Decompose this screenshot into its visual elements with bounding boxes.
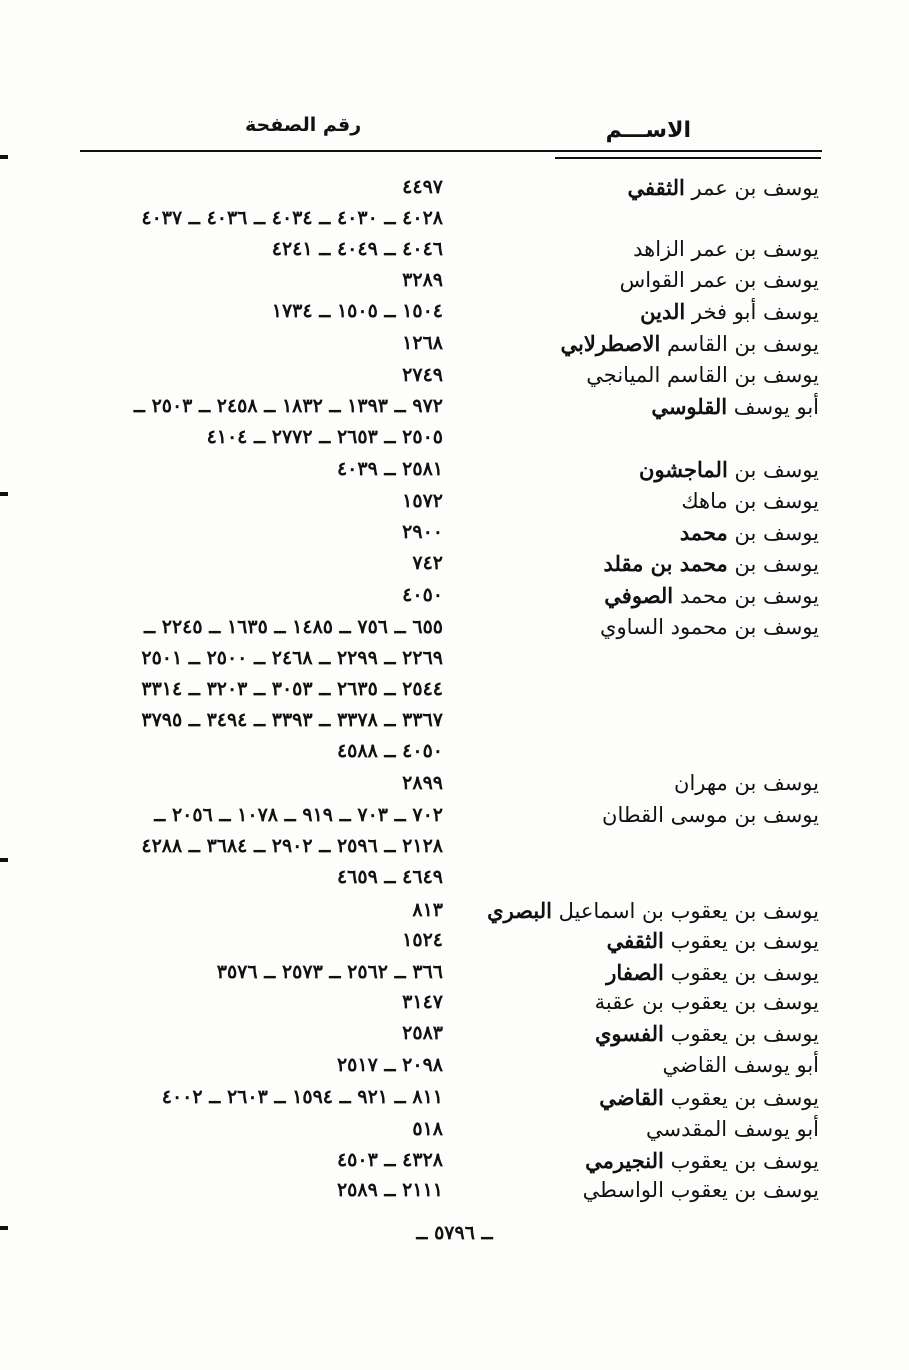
entry-name-text: يوسف بن القاسم — [660, 332, 819, 356]
entry-name-emphasis: الاصطرلابي — [560, 331, 661, 356]
entry-page-numbers: ٢٠٩٨ ــ ٢٥١٧ — [336, 1054, 443, 1076]
entry-name — [459, 612, 819, 643]
entry-name — [459, 768, 819, 799]
entry-page-numbers: ٤٣٢٨ ــ ٤٥٠٣ — [336, 1149, 443, 1171]
entry-name — [459, 296, 819, 327]
entry-page-numbers: ٤٠٤٦ ــ ٤٠٤٩ ــ ٤٢٤١ — [271, 238, 443, 260]
entry-name-text: يوسف بن يعقوب بن عقبة — [594, 990, 819, 1014]
edge-mark — [0, 1226, 8, 1230]
entry-name — [459, 800, 819, 831]
entry-name — [459, 895, 819, 926]
entry-page-numbers: ٤٠٢٨ ــ ٤٠٣٠ ــ ٤٠٣٤ ــ ٤٠٣٦ ــ ٤٠٣٧ — [141, 207, 443, 229]
entry-name — [459, 517, 819, 548]
entry-name-text: يوسف بن يعقوب — [663, 1149, 819, 1173]
entry-name-emphasis: الصفار — [606, 960, 664, 985]
entry-page-numbers: ١٥٠٤ ــ ١٥٠٥ ــ ١٧٣٤ — [271, 300, 443, 322]
page-number: ــ ٥٧٩٦ ــ — [416, 1222, 493, 1244]
entry-page-numbers: ٤٦٤٩ ــ ٤٦٥٩ — [336, 866, 443, 888]
header-rule-accent — [555, 157, 821, 159]
entry-name — [459, 1082, 819, 1113]
entry-name-text: يوسف أبو فخر — [685, 300, 819, 324]
entry-page-numbers: ٦٥٥ ــ ٧٥٦ ــ ١٤٨٥ ــ ١٦٣٥ ــ ٢٢٤٥ ــ — [144, 616, 443, 638]
entry-page-numbers: ٩٧٢ ــ ١٣٩٣ ــ ١٨٣٢ ــ ٢٤٥٨ ــ ٢٥٠٣ ــ — [133, 395, 443, 417]
entry-name-text: يوسف بن يعقوب — [663, 1022, 819, 1046]
entry-name-text: يوسف بن — [727, 521, 819, 545]
entry-page-numbers: ٢٥٤٤ ــ ٢٦٣٥ ــ ٣٠٥٣ ــ ٣٢٠٣ ــ ٣٣١٤ — [141, 678, 443, 700]
entry-name — [459, 925, 819, 956]
entry-page-numbers: ١٥٧٢ — [402, 490, 443, 512]
entry-name-text: أبو يوسف القاضي — [662, 1053, 819, 1077]
entry-page-numbers: ٢٩٠٠ — [402, 521, 443, 543]
entry-name-emphasis: محمد — [679, 520, 728, 545]
entry-name-text: يوسف بن القاسم الميانجي — [586, 363, 819, 387]
entry-name-text: يوسف بن يعقوب — [663, 961, 819, 985]
edge-mark — [0, 492, 8, 496]
entry-page-numbers: ٤٠٥٠ ــ ٤٥٨٨ — [336, 740, 443, 762]
entry-name — [459, 1050, 819, 1081]
entry-page-numbers: ٤٤٩٧ — [402, 176, 443, 198]
edge-mark — [0, 858, 8, 862]
entry-name-emphasis: القلوسي — [651, 394, 728, 419]
entry-name — [459, 957, 819, 988]
entry-page-numbers: ١٢٦٨ — [402, 332, 443, 354]
entry-page-numbers: ٢٨٩٩ — [402, 772, 443, 794]
entry-page-numbers: ٢٢٦٩ ــ ٢٢٩٩ ــ ٢٤٦٨ ــ ٢٥٠٠ ــ ٢٥٠١ — [141, 647, 443, 669]
entry-name — [459, 265, 819, 296]
entry-name-text: يوسف بن ماهك — [681, 489, 819, 513]
entry-name-emphasis: الصوفي — [604, 583, 674, 608]
edge-mark — [0, 155, 8, 159]
entry-name-emphasis: محمد بن مقلد — [603, 551, 728, 576]
entry-name-text: يوسف بن يعقوب الواسطي — [582, 1178, 819, 1202]
entry-name — [459, 1145, 819, 1176]
entry-name — [459, 1114, 819, 1145]
entry-name-text: يوسف بن عمر الزاهد — [633, 237, 819, 261]
entry-name — [459, 391, 819, 422]
entry-page-numbers: ٣٦٦ ــ ٢٥٦٢ ــ ٢٥٧٣ ــ ٣٥٧٦ — [216, 961, 443, 983]
entry-page-numbers: ٢٥٨٣ — [402, 1022, 443, 1044]
entry-page-numbers: ٨١١ ــ ٩٢١ ــ ١٥٩٤ ــ ٢٦٠٣ ــ ٤٠٠٢ — [161, 1086, 443, 1108]
entry-name-text: يوسف بن محمد — [673, 584, 819, 608]
entry-name-text: يوسف بن محمود الساوي — [600, 615, 819, 639]
entry-name-text: يوسف بن يعقوب — [663, 929, 819, 953]
entry-page-numbers: ٤٠٥٠ — [402, 584, 443, 606]
entry-page-numbers: ٢٥٨١ ــ ٤٠٣٩ — [336, 458, 443, 480]
entry-name-text: يوسف بن عمر القواس — [619, 268, 819, 292]
entry-name-emphasis: الفسوي — [595, 1021, 664, 1046]
entry-page-numbers: ١٥٢٤ — [402, 929, 443, 951]
entry-name-text: يوسف بن موسى القطان — [602, 803, 819, 827]
column-header-name: الاســـم — [605, 118, 691, 143]
entry-name-emphasis: الماجشون — [639, 457, 728, 482]
entry-name — [459, 987, 819, 1018]
entry-name — [459, 328, 819, 359]
entry-name — [459, 1018, 819, 1049]
entry-name-emphasis: الثقفي — [606, 928, 664, 953]
entry-page-numbers: ٢١٢٨ ــ ٢٥٩٦ ــ ٢٩٠٢ ــ ٣٦٨٤ ــ ٤٢٨٨ — [141, 835, 443, 857]
entry-name-emphasis: الثقفي — [627, 175, 685, 200]
entry-page-numbers: ٣١٤٧ — [402, 991, 443, 1013]
entry-page-numbers: ٣٢٨٩ — [402, 269, 443, 291]
entry-page-numbers: ٧٤٢ — [412, 552, 443, 574]
entry-name-text: يوسف بن — [727, 458, 819, 482]
entry-name — [459, 1175, 819, 1206]
entry-page-numbers: ٨١٣ — [412, 899, 443, 921]
entry-name-text: يوسف بن يعقوب — [663, 1086, 819, 1110]
entry-page-numbers: ٢٧٤٩ — [402, 364, 443, 386]
entry-name-text: يوسف بن — [727, 552, 819, 576]
entry-name-text: يوسف بن عمر — [684, 176, 819, 200]
header-rule — [80, 150, 822, 152]
entry-name-emphasis: البصري — [487, 898, 552, 923]
entry-page-numbers: ٥١٨ — [412, 1118, 443, 1140]
entry-name — [459, 234, 819, 265]
entry-name — [459, 360, 819, 391]
entry-name-emphasis: القاضي — [599, 1085, 664, 1110]
entry-name-text: أبو يوسف المقدسي — [645, 1117, 819, 1141]
entry-name — [459, 548, 819, 579]
entry-name-emphasis: النجيرمي — [585, 1148, 664, 1173]
entry-name-emphasis: الدين — [640, 299, 686, 324]
entry-name — [459, 580, 819, 611]
entry-page-numbers: ٣٣٦٧ ــ ٣٣٧٨ ــ ٣٣٩٣ ــ ٣٤٩٤ ــ ٣٧٩٥ — [141, 709, 443, 731]
entry-name — [459, 454, 819, 485]
entry-name — [459, 486, 819, 517]
column-header-page-number: رقم الصفحة — [245, 114, 362, 136]
entry-name-text: أبو يوسف — [727, 395, 819, 419]
entry-name-text: يوسف بن مهران — [674, 771, 819, 795]
entry-page-numbers: ٢١١١ ــ ٢٥٨٩ — [336, 1179, 443, 1201]
entry-name — [459, 172, 819, 203]
entry-name-text: يوسف بن يعقوب بن اسماعيل — [551, 899, 819, 923]
entry-page-numbers: ٧٠٢ ــ ٧٠٣ ــ ٩١٩ ــ ١٠٧٨ ــ ٢٠٥٦ ــ — [154, 804, 443, 826]
entry-page-numbers: ٢٥٠٥ ــ ٢٦٥٣ ــ ٢٧٧٢ ــ ٤١٠٤ — [206, 426, 443, 448]
